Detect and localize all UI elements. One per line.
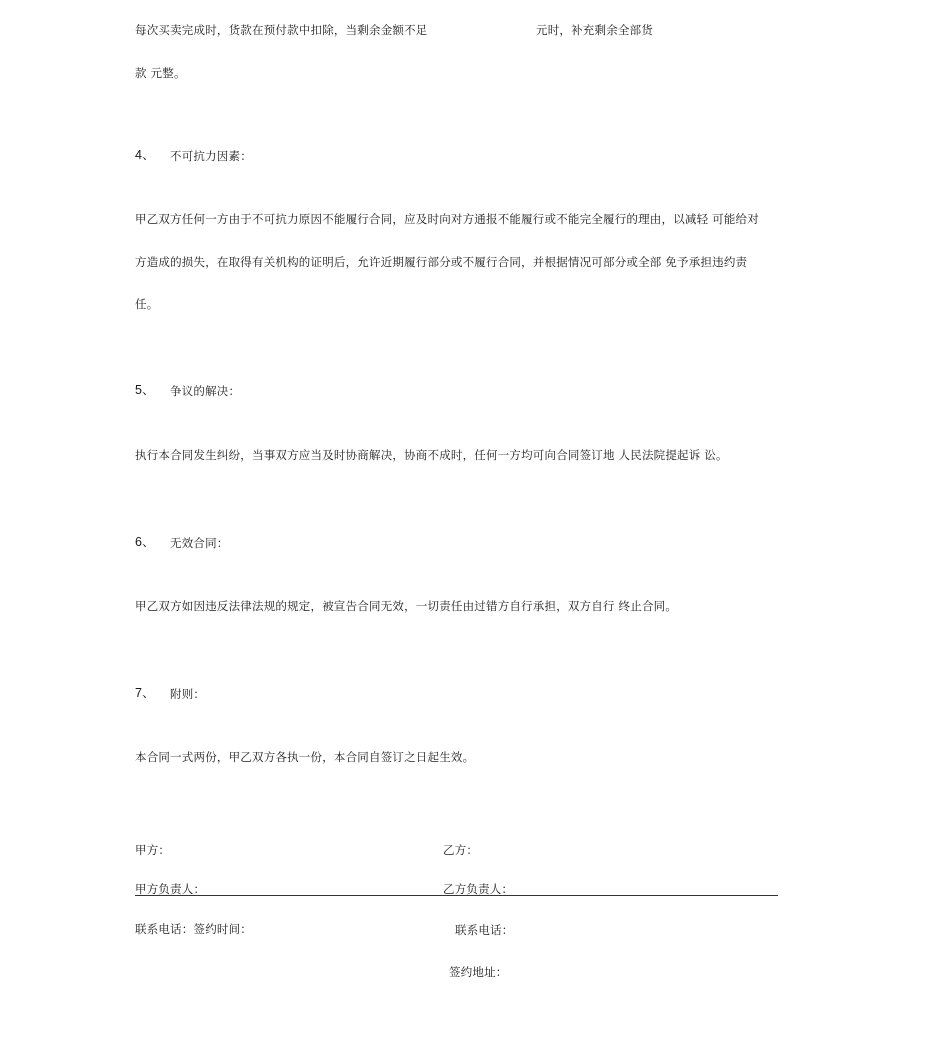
clause7-number: 7、 xyxy=(135,686,155,700)
clause4-heading: 不可抗力因素： xyxy=(170,149,252,163)
party-a-contact-label: 联系电话：签约时间： xyxy=(135,922,252,936)
clause3-line1-a: 每次买卖完成时，货款在预付款中扣除，当剩余金额不足 xyxy=(135,23,428,37)
clause6-line1: 甲乙双方如因违反法律法规的规定，被宣告合同无效，一切责任由过错方自行承担，双方自行 终止合同。 xyxy=(135,599,678,613)
party-b-contact-label: 联系电话： xyxy=(455,923,514,937)
party-a-rep-label: 甲方负责人： xyxy=(135,882,206,896)
clause7-line1: 本合同一式两份，甲乙双方各执一份，本合同自签订之日起生效。 xyxy=(135,750,475,764)
clause5-line1: 执行本合同发生纠纷，当事双方应当及时协商解决，协商不成时，任何一方均可向合同签订地 人民法院提起诉 讼。 xyxy=(135,448,728,462)
clause6-number: 6、 xyxy=(135,535,155,549)
clause6-heading: 无效合同： xyxy=(170,536,229,550)
clause5-number: 5、 xyxy=(135,383,155,397)
clause4-line3: 任。 xyxy=(135,297,159,311)
clause3-line1-b: 元时，补充剩余全部货 xyxy=(536,23,653,37)
party-b-rep-label: 乙方负责人： xyxy=(443,882,514,896)
clause5-heading: 争议的解决： xyxy=(170,384,241,398)
clause3-line2: 款 元整。 xyxy=(135,66,186,80)
party-b-label: 乙方： xyxy=(443,843,479,857)
clause7-heading: 附则： xyxy=(170,687,206,701)
signature-underline xyxy=(135,895,778,896)
clause4-number: 4、 xyxy=(135,148,155,162)
clause4-line1: 甲乙双方任何一方由于不可抗力原因不能履行合同，应及时向对方通报不能履行或不能完全履行的理由，以减轻 可能给对 xyxy=(135,212,759,226)
signing-place-label: 签约地址： xyxy=(449,965,508,979)
party-a-label: 甲方： xyxy=(135,843,171,857)
clause4-line2: 方造成的损失，在取得有关机构的证明后，允许近期履行部分或不履行合同，并根据情况可部分或全部 免予承担违约责 xyxy=(135,255,748,269)
